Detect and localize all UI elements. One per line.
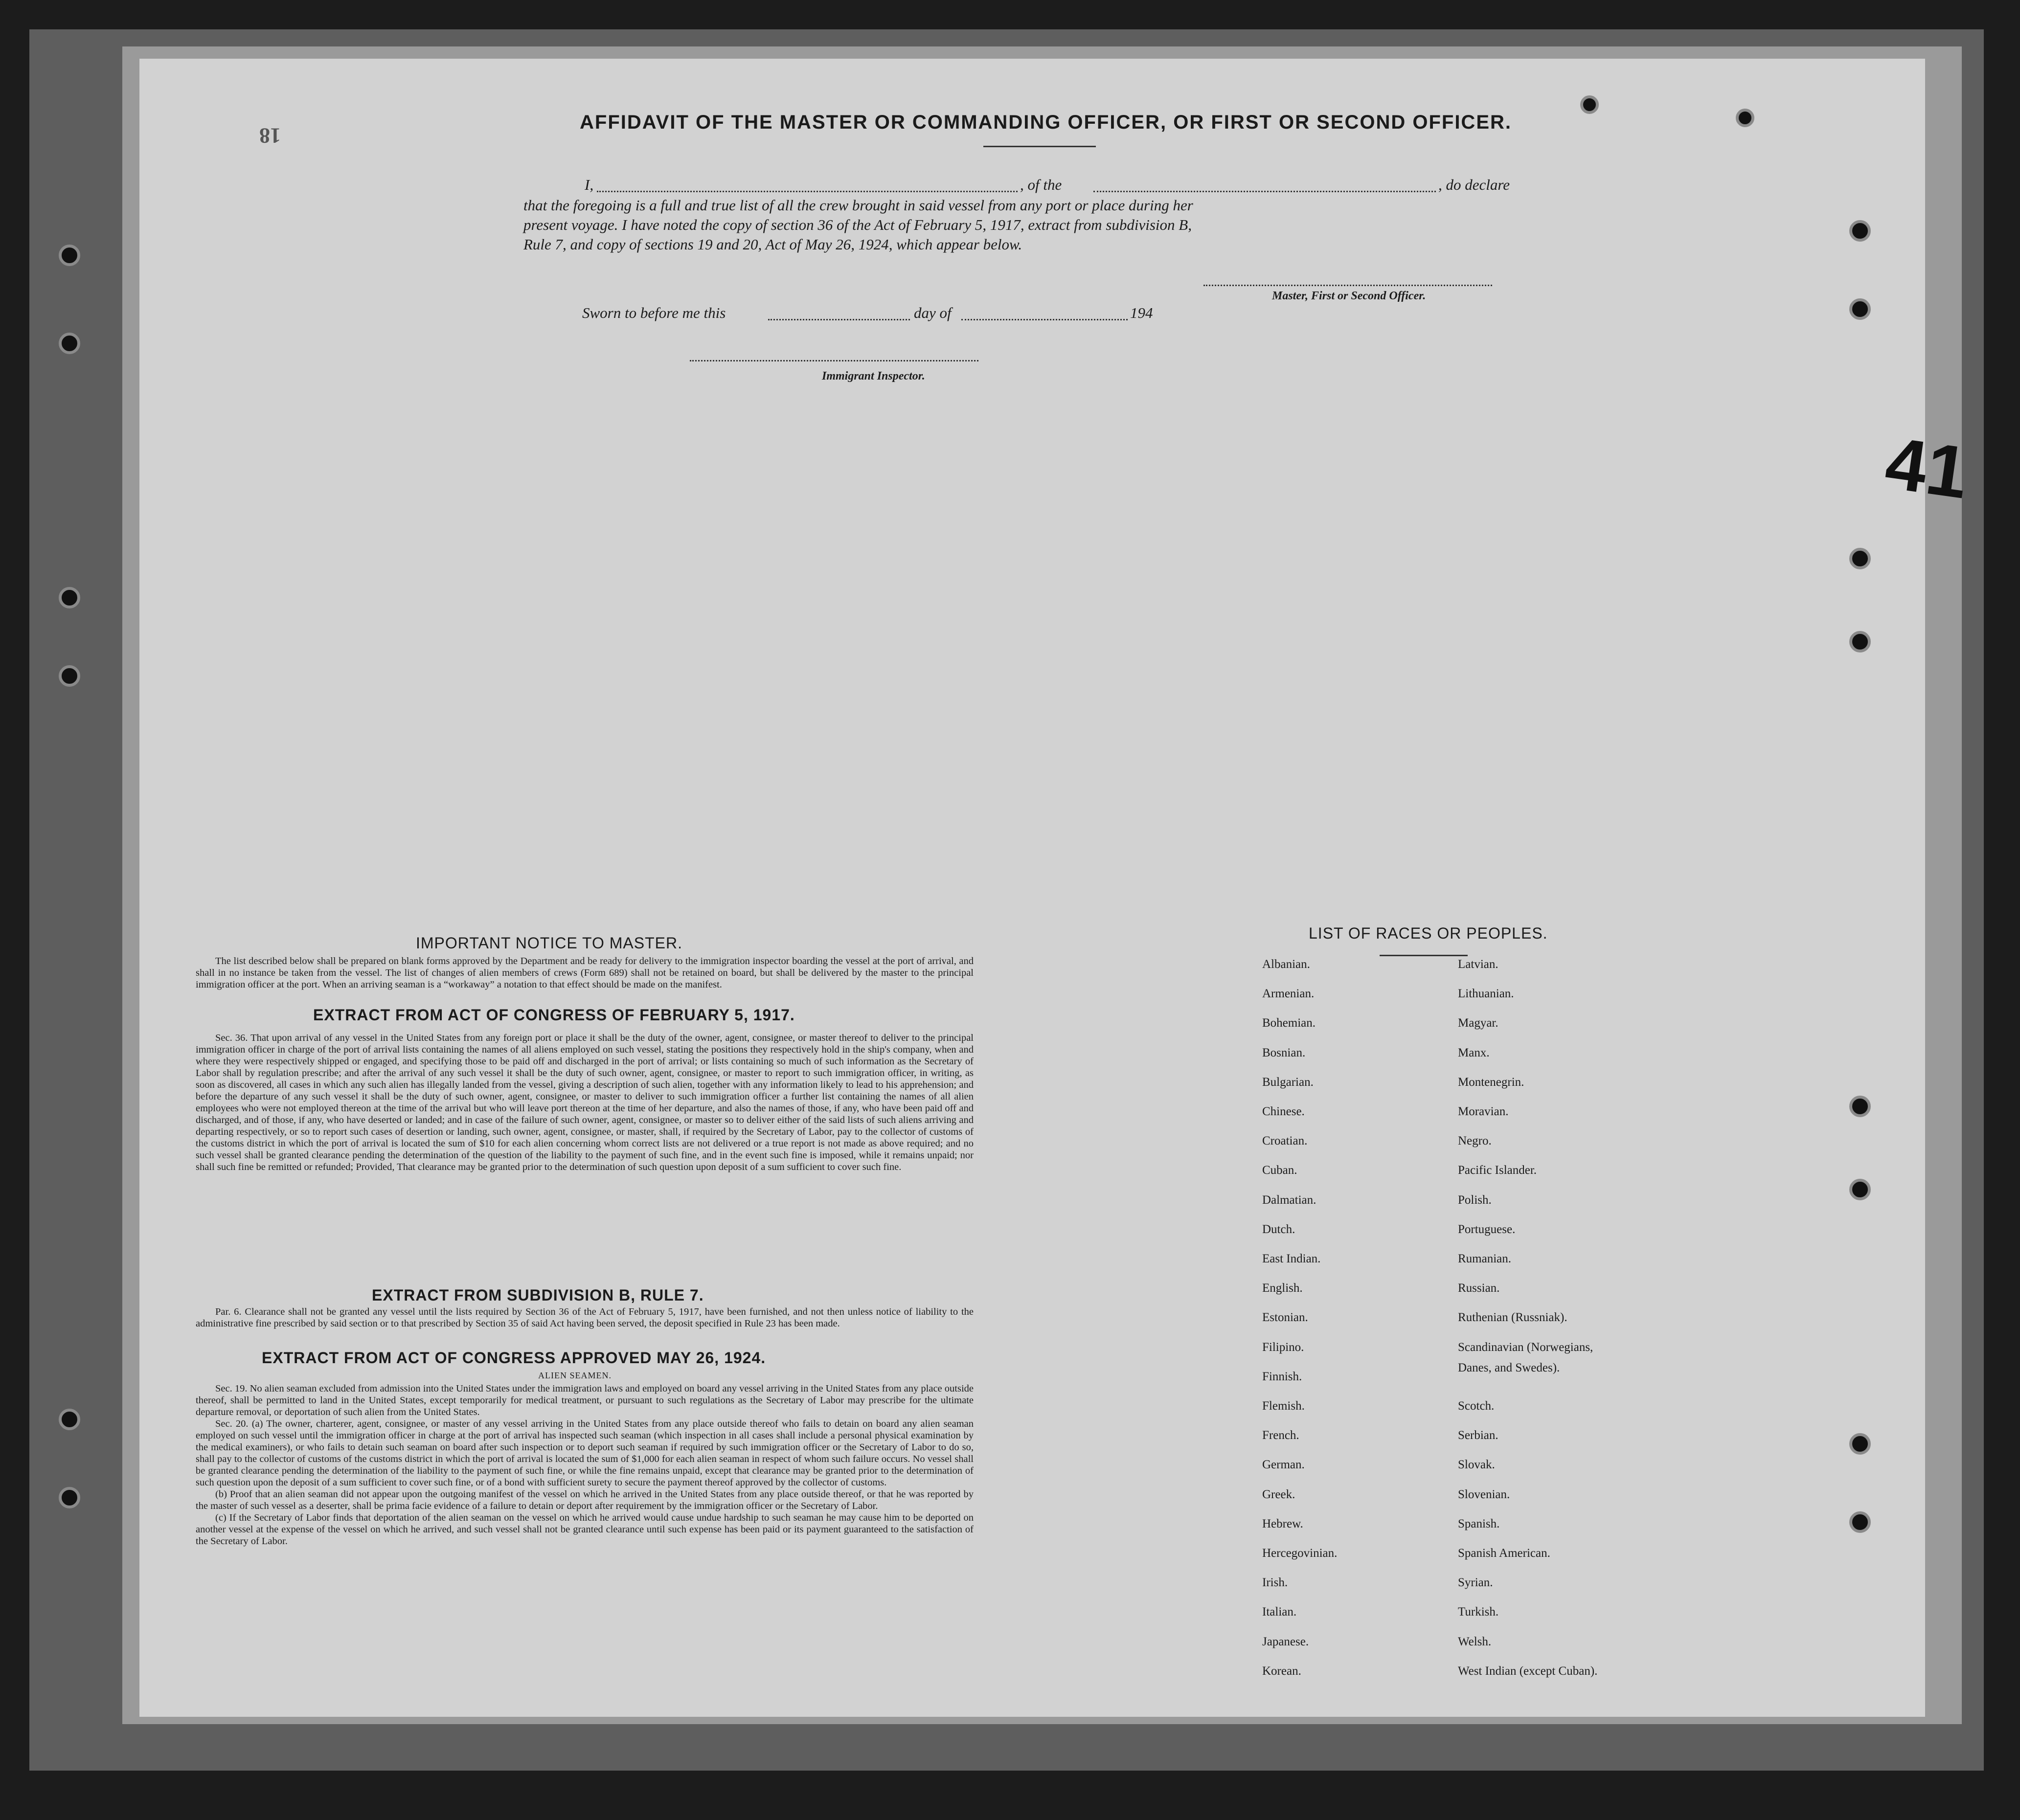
handwritten-mark: 41 [1881,421,1973,514]
race-item: Korean. [1262,1664,1301,1678]
affidavit-body-line-2: present voyage. I have noted the copy of section 36 of the Act of February 5, 1917, extract from subdivision B, [523,216,1192,233]
binder-hole [59,333,80,354]
binder-hole [59,1409,80,1430]
race-item: English. [1262,1281,1303,1295]
day-of-label: day of [914,304,952,321]
race-item: Turkish. [1458,1605,1499,1619]
race-item: West Indian (except Cuban). [1458,1664,1598,1678]
race-item: Portuguese. [1458,1222,1516,1236]
race-item: Armenian. [1262,987,1315,1001]
alien-seamen-heading: ALIEN SEAMEN. [538,1371,612,1380]
binder-hole [1849,1511,1871,1533]
race-item: Syrian. [1458,1576,1493,1590]
race-item: Cuban. [1262,1164,1297,1177]
extract-rule7-title: EXTRACT FROM SUBDIVISION B, RULE 7. [372,1286,704,1304]
binder-hole [59,587,80,608]
inspector-signature-field [690,360,978,361]
binder-hole [1849,1433,1871,1455]
race-item: Russian. [1458,1281,1500,1295]
race-item: Chinese. [1262,1105,1305,1118]
binder-hole [1849,1179,1871,1200]
race-item: Greek. [1262,1487,1295,1501]
race-item: Spanish. [1458,1517,1500,1530]
binder-hole [1849,1096,1871,1117]
race-item: East Indian. [1262,1252,1321,1265]
race-item: Finnish. [1262,1370,1302,1383]
master-signature-field [1203,285,1492,286]
binder-hole [59,665,80,687]
race-item: Polish. [1458,1193,1492,1207]
extract-1917-title: EXTRACT FROM ACT OF CONGRESS OF FEBRUARY 5, 1917. [313,1006,795,1024]
sec20a-text: Sec. 20. (a) The owner, charterer, agent, consignee, or master of any vessel arriving in the United States from any place outside thereof who fails to detain on board any alien seaman employed on such vessel until the immigration officer in charge at the port of arrival has inspected such seaman (which inspection in all cases shall include a personal physical examination by the medical examiners), or who fails to detain such seaman on board after such inspection or to deport such seaman if required by such immigration officer or the Secretary of Labor to do so, shall pay to the collector of customs of the customs district in which the port of arrival is located the sum of $1,000 for each alien seaman in respect of whom such failure occurs. No vessel shall be granted clearance pending the determination of the liability to the payment of such fine, or while the fine remains unpaid, except that clearance may be granted prior to the determination of such question upon the deposit of a sum sufficient to cover such fine, or of a bond with sufficient surety to secure the payment thereof approved by the collector of customs. [196,1418,974,1488]
binder-hole [59,1487,80,1508]
race-item: Magyar. [1458,1016,1498,1030]
notice-intro-text: The list described below shall be prepared on blank forms approved by the Department and be ready for delivery to the immigration inspector boarding the vessel at the port of arrival, and shall in no instance be taken from the vessel. The list of changes of alien members of crews (Form 689) shall not be retained on board, but shall be delivered by the master to the principal immigration officer at the port. When an arriving seaman is a “workaway” a notation to that effect should be made on the manifest. [196,956,974,990]
race-item: Hebrew. [1262,1517,1303,1530]
sworn-label: Sworn to before me this [582,304,726,321]
year-label: 194 [1130,304,1153,321]
par6-text: Par. 6. Clearance shall not be granted any vessel until the lists required by Section 36 of the Act of February 5, 1917, have been furnished, and not then unless notice of liability to the administrative fine prescribed by said section or to that prescribed by Section 35 of said Act having been served, the deposit specified in Rule 23 has been made. [196,1306,974,1329]
binder-hole [59,245,80,266]
race-item: Latvian. [1458,958,1498,971]
race-item: Pacific Islander. [1458,1164,1537,1177]
races-title: LIST OF RACES OR PEOPLES. [1309,924,1548,942]
race-item: Scandinavian (Norwegians, [1458,1340,1593,1354]
race-item: French. [1262,1429,1299,1442]
race-item: Slovenian. [1458,1487,1510,1501]
page-number: 18 [259,124,281,148]
sworn-day-field [768,319,910,320]
race-item: Albanian. [1262,958,1310,971]
binder-hole [1849,631,1871,652]
race-item: Bosnian. [1262,1046,1306,1059]
race-item: Welsh. [1458,1635,1492,1648]
master-signature-label: Master, First or Second Officer. [1272,290,1426,302]
affidavit-body-line-3: Rule 7, and copy of sections 19 and 20, Act of May 26, 1924, which appear below. [523,236,1022,253]
race-item: Danes, and Swedes). [1458,1361,1560,1374]
race-item: Serbian. [1458,1429,1498,1442]
sec36-text: Sec. 36. That upon arrival of any vessel in the United States from any foreign port or place it shall be the duty of the owner, agent, consignee, or master thereof to deliver to the principal immigration officer in charge of the port of arrival lists containing the names of all aliens employed on such vessel, stating the positions they respectively hold in the ship's company, when and where they were respectively shipped or engaged, and specifying those to be paid off and discharged in the port of arrival; or lists containing so much of such information as the Secretary of Labor shall by regulation prescribe; and after the arrival of any such vessel it shall be the duty of such owner, agent, consignee, or master to report to such immigration officer, in writing, as soon as discovered, all cases in which any such alien has illegally landed from the vessel, giving a description of such alien, together with any information likely to lead to his apprehension; and before the departure of any such vessel it shall be the duty of such owner, agent, consignee, or master to deliver to such immigration officer a further list containing the names of all alien employees who were not employed thereon at the time of the arrival but who will leave port thereon at the time of her departure, and also the names of those, if any, who have been paid off and discharged, and of those, if any, who have deserted or landed; and in case of the failure of such owner, agent, consignee, or master so to deliver either of the said lists of such aliens arriving and departing respectively, or so to report such cases of desertion or landing, such owner, agent, consignee, or master, shall, if required by the Secretary of Labor, pay to the collector of customs of the customs district in which the port of arrival is located the sum of $10 for each alien concerning whom correct lists are not delivered or a true report is not made as above required; and no such vessel shall be granted clearance pending the determination of the question of the liability to the payment of such fine, and in the event such fine is imposed, while it remains unpaid; nor shall such fine be remitted or refunded; Provided, That clearance may be granted prior to the determination of such question upon deposit of a sum sufficient to cover such fine. [196,1033,974,1172]
declarant-label: I, [585,176,594,193]
race-item: Hercegovinian. [1262,1547,1338,1560]
notice-title: IMPORTANT NOTICE TO MASTER. [416,934,682,952]
race-item: Croatian. [1262,1134,1308,1148]
race-item: Manx. [1458,1046,1490,1059]
race-item: Italian. [1262,1605,1297,1619]
race-item: Japanese. [1262,1635,1309,1648]
sec19-text: Sec. 19. No alien seaman excluded from admission into the United States under the immigration laws and employed on board any vessel arriving in the United States from any place outside thereof, shall be permitted to land in the United States, except temporarily for medical treatment, or pursuant to such regulations as the Secretary of Labor may prescribe for the ultimate departure removal, or deportation of such alien from the United States. [196,1383,974,1417]
affidavit-body-line-1: that the foregoing is a full and true list of all the crew brought in said vessel from any port or place during her [523,197,1193,214]
race-item: Slovak. [1458,1458,1495,1472]
race-item: Bulgarian. [1262,1075,1314,1089]
binder-hole [1849,548,1871,569]
sworn-month-field [961,319,1128,320]
sec20b-text: (b) Proof that an alien seaman did not appear upon the outgoing manifest of the vessel on which he arrived in the United States from any place outside thereof, or that he was reported by the master of such vessel as a deserter, shall be prima facie evidence of a failure to detain or deport after requirement by the immigration officer or the Secretary of Labor. [196,1489,974,1511]
race-item: Lithuanian. [1458,987,1514,1001]
binder-hole [1849,220,1871,242]
declarant-name-field [597,191,1018,192]
race-item: German. [1262,1458,1305,1472]
sec20c-text: (c) If the Secretary of Labor finds that deportation of the alien seaman on the vessel on which he arrived would cause undue hardship to such seaman he may cause him to be deported on another vessel at the expense of the vessel on which he arrived, and such vessel shall not be granted clearance until such expense has been paid or its payment guaranteed to the satisfaction of the Secretary of Labor. [196,1512,974,1547]
inspector-label: Immigrant Inspector. [822,370,925,382]
race-item: Estonian. [1262,1311,1308,1325]
race-item: Flemish. [1262,1399,1305,1413]
par6-block [196,1306,974,1329]
sec36-block [196,1032,974,1173]
notice-intro [196,955,974,990]
race-item: Spanish American. [1458,1547,1550,1560]
race-item: Scotch. [1458,1399,1495,1413]
affidavit-title: AFFIDAVIT OF THE MASTER OR COMMANDING OFFICER, OR FIRST OR SECOND OFFICER. [580,112,1512,133]
binder-hole [1580,95,1599,114]
races-title-underline [1380,955,1468,956]
race-item: Ruthenian (Russniak). [1458,1311,1567,1325]
race-item: Rumanian. [1458,1252,1512,1265]
race-item: Montenegrin. [1458,1075,1524,1089]
race-item: Irish. [1262,1576,1288,1590]
race-item: Bohemian. [1262,1016,1316,1030]
sec19-20-block [196,1383,974,1547]
do-declare-label: , do declare [1438,176,1510,193]
of-the-label: , of the [1020,176,1062,193]
title-underline [983,146,1096,147]
race-item: Dalmatian. [1262,1193,1316,1207]
binder-hole [1736,109,1754,127]
race-item: Negro. [1458,1134,1492,1148]
vessel-name-field [1093,191,1436,192]
binder-hole [1849,298,1871,320]
race-item: Filipino. [1262,1340,1304,1354]
extract-1924-title: EXTRACT FROM ACT OF CONGRESS APPROVED MAY 26, 1924. [262,1349,766,1367]
race-item: Moravian. [1458,1105,1509,1118]
race-item: Dutch. [1262,1222,1295,1236]
